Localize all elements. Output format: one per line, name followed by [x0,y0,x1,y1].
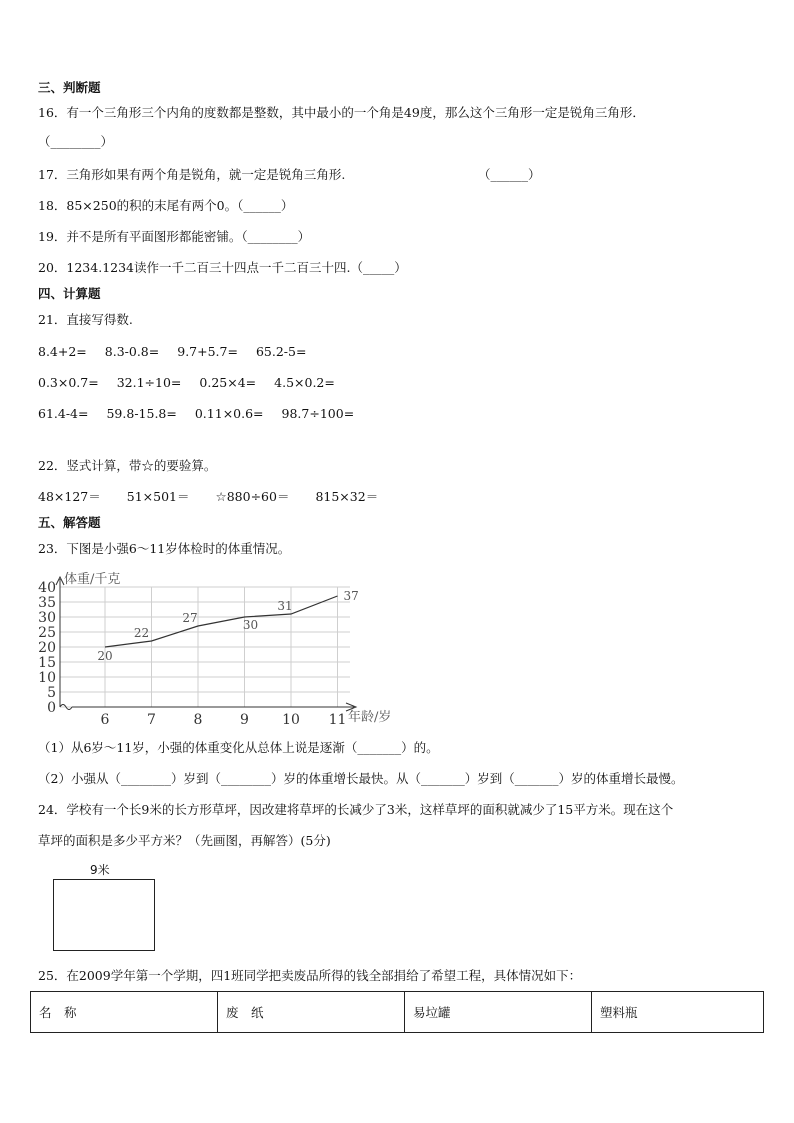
weight-line-chart [30,567,420,730]
y-tick-label: 5 [47,685,56,701]
x-tick-label: 6 [100,712,110,728]
table-row [31,992,764,1033]
question-23-part-2: （2）小强从（________）岁到（________）岁的体重增长最快。从（_______）岁到（_______）岁的体重增长最慢。 [38,771,684,786]
question-20: 20．1234.1234读作一千二百三十四点一千二百三十四.（_____） [38,260,407,275]
lawn-rectangle [53,879,155,951]
x-tick-label: 8 [193,712,203,728]
section-5-heading: 五、解答题 [38,515,101,530]
question-24-line-1: 24．学校有一个长9米的长方形草坪，因改建将草坪的长减少了3米，这样草坪的面积就减少了15平方米。现在这个 [38,802,674,817]
table-header-cell: 易垃罐 [405,992,592,1033]
calc-item: 48×127＝ [38,489,101,504]
data-label: 20 [97,649,113,663]
calc-item: 4.5×0.2= [274,375,335,390]
calc-row-3 [38,406,372,422]
question-23: 23．下图是小强6～11岁体检时的体重情况。 [38,541,291,556]
chart-grid [60,587,350,707]
calc-item: 0.25×4= [199,375,257,390]
calc-item: 65.2-5= [255,344,307,359]
y-axis-label: 体重/千克 [64,572,121,587]
y-tick-label: 40 [38,580,56,596]
calc-item: 8.4+2= [38,344,87,359]
calc-item: 0.3×0.7= [38,375,99,390]
calc-item: 0.11×0.6= [194,406,264,421]
question-16: 16．有一个三角形三个内角的度数都是整数，其中最小的一个角是49度，那么这个三角形一定是锐角三角形． [38,105,645,120]
chart-axes [56,577,356,711]
data-label: 27 [182,611,198,625]
question-23-part-1: （1）从6岁～11岁，小强的体重变化从总体上说是逐渐（_______）的。 [38,740,439,755]
calc-row-2 [38,375,353,391]
calc-item: 815×32＝ [315,489,379,504]
calc-item: 59.8-15.8= [106,406,177,421]
data-label: 37 [343,589,359,603]
table-header-cell: 名 称 [31,992,218,1033]
data-label: 30 [242,618,259,632]
question-18: 18．85×250的积的末尾有两个0。（______） [38,198,294,213]
calc-item: 32.1÷10= [116,375,182,390]
y-tick-label: 30 [38,610,56,626]
section-4-heading: 四、计算题 [38,286,101,301]
question-17-blank: （______） [478,167,541,182]
calc-item: 61.4-4= [38,406,89,421]
table-header-cell: 废 纸 [218,992,405,1033]
section-3-heading: 三、判断题 [38,80,101,95]
data-label: 22 [133,626,150,640]
y-tick-label: 10 [38,670,56,686]
x-tick-label: 9 [240,712,249,728]
y-tick-label: 20 [38,640,56,656]
y-tick-label: 25 [38,625,56,641]
question-25: 25．在2009学年第一个学期，四1班同学把卖废品所得的钱全部捐给了希望工程，具体情况如下： [38,968,582,983]
y-tick-label: 35 [38,595,56,611]
calc-item: 9.7+5.7= [177,344,238,359]
calc-row-1 [38,344,324,360]
y-tick-label: 15 [38,655,56,671]
question-22: 22．竖式计算，带☆的要验算。 [38,458,217,473]
x-axis-label: 年龄/岁 [348,710,392,725]
question-16-blank: （________） [38,134,114,149]
donation-table [30,991,764,1033]
question-17: 17．三角形如果有两个角是锐角，就一定是锐角三角形. [38,167,346,182]
table-header-cell: 塑料瓶 [592,992,764,1033]
calc-item: 98.7÷100= [281,406,355,421]
calc-item: ☆880÷60＝ [215,489,290,504]
x-tick-label: 7 [147,712,156,728]
x-tick-label: 10 [282,712,300,728]
calc-item: 8.3-0.8= [104,344,160,359]
question-24-line-2: 草坪的面积是多少平方米？（先画图，再解答）(5分) [38,833,331,848]
calc-row-4 [38,489,396,505]
chart-series [97,589,358,663]
y-tick-label: 0 [47,700,56,716]
question-19: 19．并不是所有平面图形都能密铺。（________） [38,229,311,244]
data-label: 31 [277,599,293,613]
question-21: 21．直接写得数. [38,312,133,327]
x-tick-label: 11 [328,712,347,728]
calc-item: 51×501＝ [126,489,190,504]
rectangle-length-label: 9米 [90,863,110,877]
